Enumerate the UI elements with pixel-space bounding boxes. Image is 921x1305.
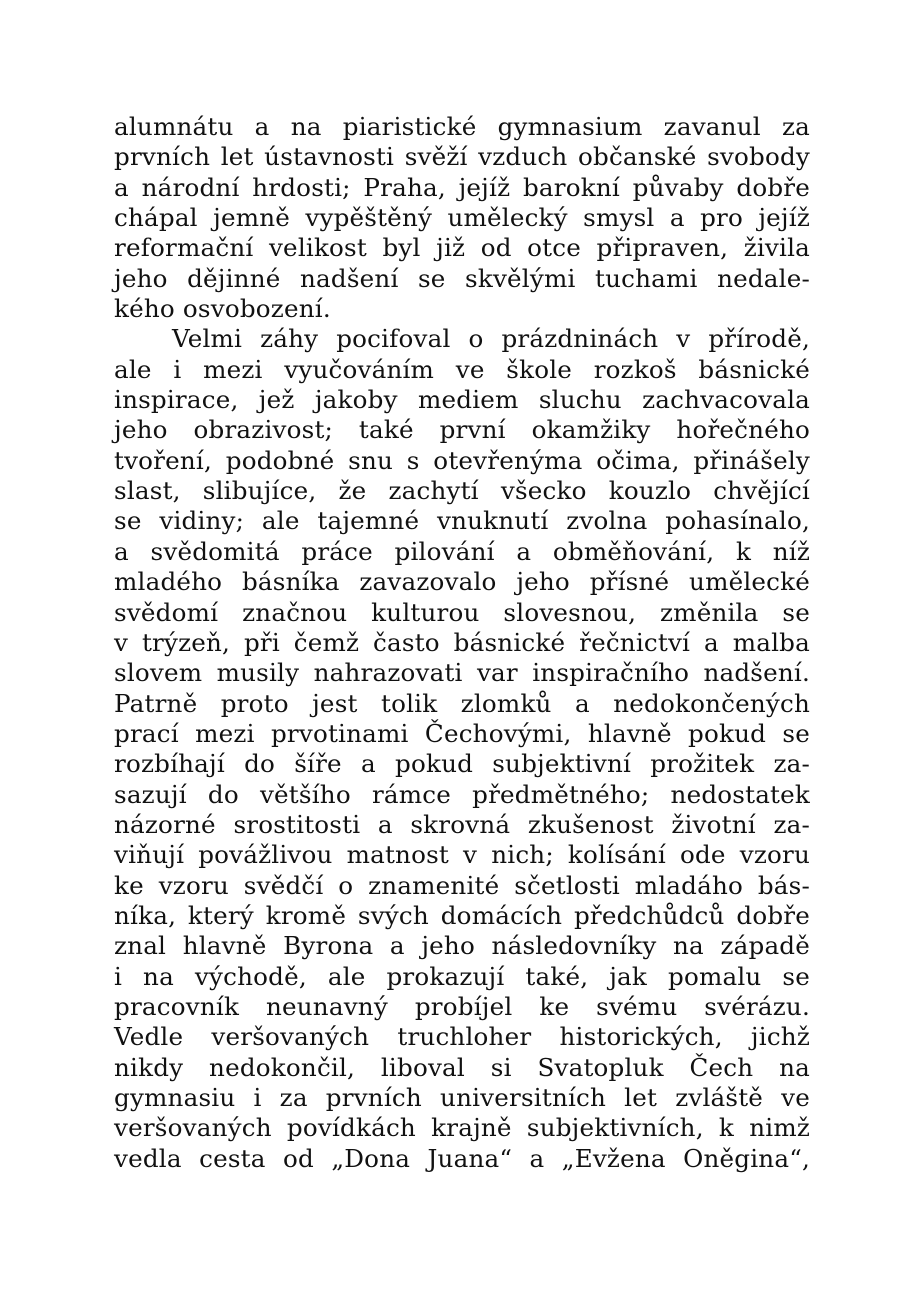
text-line: se vidiny; ale tajemné vnuknutí zvolna pohasínalo, bbox=[114, 506, 810, 536]
text-line: sazují do většího rámce předmětného; nedostatek bbox=[114, 779, 810, 809]
text-line: jeho dějinné nadšení se skvělými tuchami nedale- bbox=[114, 263, 810, 293]
text-line: níka, který kromě svých domácích předchůdců dobře bbox=[114, 900, 810, 930]
text-line: a svědomitá práce pilování a obměňování, k níž bbox=[114, 536, 810, 566]
text-line: pracovník neunavný probíjel ke svému svérázu. bbox=[114, 991, 810, 1021]
text-line: Patrně proto jest tolik zlomků a nedokončených bbox=[114, 688, 810, 718]
text-line: alumnátu a na piaristické gymnasium zavanul za bbox=[114, 112, 810, 141]
paragraph-end-line: kého osvobození. bbox=[114, 294, 331, 324]
text-line: inspirace, jež jakoby mediem sluchu zachvacovala bbox=[114, 385, 810, 415]
body-text bbox=[114, 112, 810, 1174]
text-line: gymnasiu i za prvních universitních let zvláště ve bbox=[114, 1083, 810, 1112]
text-line: reformační velikost byl již od otce připraven, živila bbox=[114, 233, 810, 263]
text-line: nikdy nedokončil, liboval si Svatopluk Čech na bbox=[114, 1052, 810, 1082]
text-line: názorné srostitosti a skrovná zkušenost životní za- bbox=[114, 809, 810, 839]
text-line: prvních let ústavnosti svěží vzduch občanské svobody bbox=[114, 142, 810, 172]
text-line: mladého básníka zavazovalo jeho přísné umělecké bbox=[114, 567, 810, 597]
text-line: ke vzoru svědčí o znamenité sčetlosti mladáho bás- bbox=[114, 870, 810, 900]
text-line: jeho obrazivost; také první okamžiky hořečného bbox=[114, 415, 810, 445]
text-line: Vedle veršovaných truchloher historických, jichž bbox=[114, 1022, 810, 1052]
text-line: chápal jemně vypěštěný umělecký smysl a pro jejíž bbox=[114, 203, 810, 233]
text-line: ale i mezi vyučováním ve škole rozkoš básnické bbox=[114, 354, 810, 384]
text-line: viňují povážlivou matnost v nich; kolísání ode vzoru bbox=[114, 840, 810, 870]
text-line: rozbíhají do šíře a pokud subjektivní prožitek za- bbox=[114, 749, 810, 779]
paragraph-start-line: Velmi záhy pocifoval o prázdninách v přírodě, bbox=[172, 324, 810, 354]
text-line: a národní hrdosti; Praha, jejíž barokní půvaby dobře bbox=[114, 172, 810, 202]
text-line: vedla cesta od „Dona Juana“ a „Evžena Oněgina“, bbox=[114, 1143, 810, 1173]
text-line: v trýzeň, při čemž často básnické řečnictví a malba bbox=[114, 627, 810, 657]
text-line: tvoření, podobné snu s otevřenýma očima, přinášely bbox=[114, 445, 810, 475]
text-line: slovem musily nahrazovati var inspiračního nadšení. bbox=[114, 658, 810, 688]
text-line: i na východě, ale prokazují také, jak pomalu se bbox=[114, 961, 810, 991]
text-line: slast, slibujíce, že zachytí všecko kouzlo chvějící bbox=[114, 476, 810, 506]
text-line: veršovaných povídkách krajně subjektivních, k nimž bbox=[114, 1113, 810, 1143]
text-line: znal hlavně Byrona a jeho následovníky na západě bbox=[114, 931, 810, 961]
text-line: prací mezi prvotinami Čechovými, hlavně pokud se bbox=[114, 718, 810, 748]
text-line: svědomí značnou kulturou slovesnou, změnila se bbox=[114, 597, 810, 627]
